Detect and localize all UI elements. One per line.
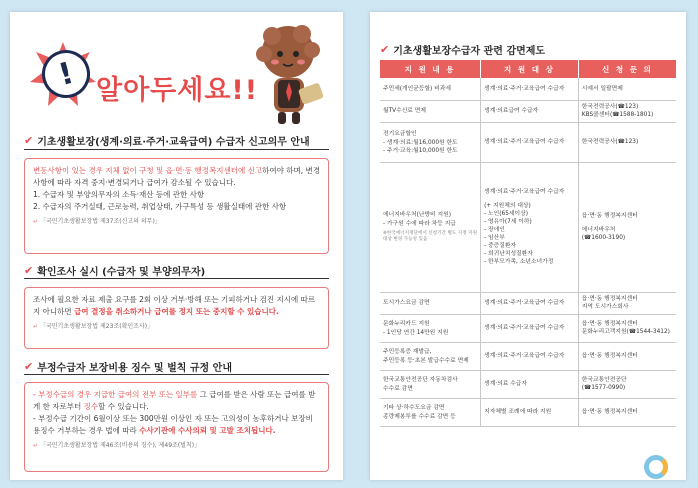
section-3-item-1-end: 할 수 있습니다. — [98, 402, 149, 411]
table-row — [380, 370, 676, 398]
table-title: 기초생활보장수급자 관련 감면제도 — [393, 46, 546, 57]
section-3-item-1-red2: 징수 — [83, 402, 99, 411]
cell-line: (☎1577-0990) — [581, 385, 626, 391]
left-page — [10, 12, 343, 480]
table-row — [380, 122, 676, 162]
cell-line: 전기요금할인 — [383, 130, 417, 137]
watermark-text: media — [548, 452, 644, 482]
cell-line: 읍·면·동 행정복지센터 — [581, 213, 638, 219]
cell-support-content — [380, 342, 481, 370]
divider — [24, 149, 329, 150]
cell-line: (+ 지원체의 대상) — [484, 203, 531, 209]
section-1-title: 기초생활보장(생계·의료·주거·교육급여) 수급자 신고의무 안내 — [37, 137, 310, 148]
cell-line: 한국교통안전공단 — [581, 377, 627, 383]
table-header-row — [380, 60, 676, 78]
section-3-note-text: 「국민기초생활보장법 제46조(비용의 징수), 제49조(벌칙)」 — [39, 442, 201, 449]
watermark-logo-icon — [644, 455, 668, 479]
cell-line: (☎1600-3190) — [581, 235, 626, 241]
checkmark-icon: ✔ — [24, 360, 34, 373]
cell-line: 한국교통안전공단 자동차검사 — [383, 376, 458, 383]
cell-line: - 영유아(7세 이하) — [484, 219, 532, 225]
cell-support-content — [380, 122, 481, 162]
note-arrow-icon: ↵ — [33, 323, 40, 330]
section-3-item-1-rest: 그 급여를 받은 사람 또는 급여를 받게 한 자로부터 — [33, 390, 316, 411]
section-1-heading — [24, 133, 310, 148]
hero-title: 알아두세요!! — [96, 75, 259, 106]
benefits-table — [380, 60, 676, 427]
section-2-body-text: 조사에 필요한 자료 제출 요구를 2회 이상 거부·방해 또는 기피하거나 검진 지시에 따르지 아니하면 — [33, 295, 316, 316]
exclamation-mark: ! — [54, 55, 78, 93]
cell-line: 기타 상·하수도요금 감면 — [383, 404, 445, 411]
table-row — [380, 78, 676, 100]
cell-line: 문화누리고객지원(☎1544-3412) — [581, 329, 670, 335]
cell-inquiry — [578, 314, 676, 342]
cell-line: 종량제봉투를 수수료 감면 등 — [383, 413, 456, 420]
table-row — [380, 342, 676, 370]
section-3-heading — [24, 359, 232, 374]
cell-inquiry — [578, 100, 676, 122]
cell-support-target — [481, 162, 579, 292]
cell-support-content — [380, 292, 481, 314]
cell-line: 생계·의료·주거·교육급여 수급자 — [484, 139, 565, 145]
cell-line: - 노인(65세이상) — [484, 211, 528, 217]
section-2-body — [33, 294, 320, 318]
cell-support-target — [481, 398, 579, 426]
cell-support-content — [380, 398, 481, 426]
cell-support-target — [481, 100, 579, 122]
cell-support-target — [481, 78, 579, 100]
header-support-target: 지 원 대 상 — [481, 60, 579, 78]
section-3-item-1-red: 부정수급의 경우 지급한 급여의 전부 또는 일부를 — [38, 390, 198, 399]
cell-support-target — [481, 122, 579, 162]
cell-inquiry — [578, 342, 676, 370]
table-heading — [380, 42, 545, 57]
cell-line: 읍·면·동 행정복지센터 — [581, 409, 638, 415]
cell-line: 한국전력공사(☎123) — [581, 104, 639, 110]
section-1-note — [33, 217, 320, 226]
section-3-item-1-prefix: - — [33, 390, 39, 399]
cell-line: 지자체별 조례에 따라 지원 — [484, 409, 552, 415]
cell-support-content — [380, 370, 481, 398]
section-3-note — [33, 441, 320, 450]
watermark — [549, 452, 688, 482]
cell-line: 주민세(개인균등할) 비과세 — [383, 85, 451, 92]
note-arrow-icon: ↵ — [33, 218, 40, 225]
table-row — [380, 398, 676, 426]
cell-line: 주민등록 등·초본 발급수수료 면제 — [383, 357, 469, 364]
section-3-item-2-text: - 부정수급 기간이 6월이상 또는 300만원 이상인 자 또는 고의성이 농후하거나 보장비용징수 거부하는 경우 법에 따라 — [33, 414, 313, 435]
cell-line: - 중증질환자 — [484, 243, 517, 249]
section-3-item-2 — [33, 413, 320, 437]
cell-line: - 임산부 — [484, 235, 505, 241]
cell-support-target — [481, 292, 579, 314]
cell-line: - 희귀난치성질환자 — [484, 251, 533, 257]
cell-inquiry — [578, 292, 676, 314]
section-3-box — [24, 382, 329, 472]
checkmark-icon: ✔ — [24, 264, 34, 277]
section-2-heading — [24, 263, 205, 278]
cell-line: 문화누리카드 지원 — [383, 320, 430, 327]
right-page — [370, 12, 686, 480]
cell-line: 월TV수신료 면제 — [383, 108, 426, 114]
section-3-title: 부정수급자 보장비용 징수 및 벌칙 규정 안내 — [37, 363, 232, 374]
cell-line: 에너지바우처 — [581, 227, 616, 233]
section-3-item-1 — [33, 389, 320, 413]
divider — [24, 278, 329, 279]
cell-inquiry — [578, 162, 676, 292]
cell-line: - 1인당 연간 14만원 지원 — [383, 329, 449, 336]
table-row — [380, 292, 676, 314]
cell-inquiry — [578, 122, 676, 162]
section-1-lead — [33, 165, 320, 189]
section-3-item-2-red: 수사기관에 수사의뢰 및 고발 조치됩니다. — [139, 426, 276, 435]
header-support-content: 지 원 내 용 — [380, 60, 481, 78]
section-2-body-red: 급여 결정을 취소하거나 급여를 정지 또는 중지할 수 있습니다. — [74, 307, 279, 316]
cell-line: 에너지바우처(난방비 지원) — [383, 212, 451, 218]
section-1-note-text: 「국민기초생활보장법 제37조(신고의 의무)」 — [39, 218, 161, 225]
cell-line: KBS콜센터(☎1588-1801) — [581, 112, 654, 118]
hero — [10, 12, 343, 130]
cell-line: 생계·의료·주거·교육급여 수급자 — [484, 325, 565, 331]
cell-line: 주민등록증 재발급, — [383, 348, 432, 355]
cell-line: - 한부모가족, 소년소녀가정 — [484, 259, 554, 265]
cell-inquiry — [578, 78, 676, 100]
table-row — [380, 314, 676, 342]
section-1-box — [24, 158, 329, 254]
note-arrow-icon: ↵ — [33, 442, 40, 449]
table-body — [380, 78, 676, 426]
checkmark-icon: ✔ — [24, 134, 34, 147]
table-row — [380, 162, 676, 292]
cell-line: 생계·의료·주거·교육급여 수급자 — [484, 189, 565, 195]
cell-line: 생계·의료급여 수급자 — [484, 108, 539, 114]
table-row — [380, 100, 676, 122]
section-2-box — [24, 287, 329, 349]
checkmark-icon: ✔ — [380, 43, 390, 56]
cell-line: 읍·면·동 행정복지센터 — [581, 321, 638, 327]
cell-line: - 장애인 — [484, 227, 505, 233]
section-1-item-2: 2. 수급자의 주거실태, 근로능력, 취업상태, 가구특성 등 생활실태에 관한 사항 — [33, 202, 287, 211]
cell-line: 지역 도시가스회사 — [581, 304, 629, 310]
cell-line: 생계·의료·주거·교육급여 수급자 — [484, 353, 565, 359]
section-1-item-1: 1. 수급자 및 부양의무자의 소득·재산 등에 관한 사항 — [33, 190, 205, 199]
cell-support-target — [481, 314, 579, 342]
cell-line: 한국전력공사(☎123) — [581, 139, 639, 145]
mascot-character-icon — [250, 22, 332, 127]
cell-support-target — [481, 342, 579, 370]
cell-line: 시예서 일괄면제 — [581, 85, 623, 92]
cell-line: 도시가스요금 감면 — [383, 300, 430, 306]
cell-inquiry — [578, 370, 676, 398]
cell-support-target — [481, 370, 579, 398]
cell-line: 읍·면·동 행정복지센터 — [581, 296, 638, 302]
cell-footnote: ※한국에너지재단에서 신청기간 별도 지정 지원대상 변경 가능성 있음 — [383, 231, 478, 242]
cell-line: 생계·의료·주거·교육급여 수급자 — [484, 300, 565, 306]
cell-line: - 생계·의료:월16,000원 한도 — [383, 139, 458, 146]
section-2-note — [33, 322, 320, 331]
cell-line: 읍·면·동 행정복지센터 — [581, 353, 638, 359]
cell-support-content — [380, 78, 481, 100]
section-1-lead-rest: 하여야 하며, 변경 사항에 따라 자격 중지·변경되거나 급여가 감소될 수 있습니다. — [33, 166, 320, 187]
watermark-text-end: n — [668, 452, 688, 482]
cell-line: 생계·의료 수급자 — [484, 381, 528, 387]
cell-line: - 주거·교육:월10,000원 한도 — [383, 147, 458, 154]
section-2-note-text: 「국민기초생활보장법 제23조(확인조사)」 — [39, 323, 154, 330]
divider — [24, 374, 329, 375]
header-inquiry: 신 청 문 의 — [578, 60, 676, 78]
cell-support-content — [380, 314, 481, 342]
cell-line: 생계·의료·주거·교육급여 수급자 — [484, 85, 565, 92]
cell-support-content — [380, 100, 481, 122]
cell-line: - 가구원 수에 따라 차등 지급 — [383, 221, 456, 227]
cell-inquiry — [578, 398, 676, 426]
section-2-title: 확인조사 실시 (수급자 및 부양의무자) — [37, 267, 206, 278]
cell-line: 수수료 감면 — [383, 385, 413, 392]
section-1-lead-red: 변동사항이 있는 경우 지체 없이 구청 및 읍·면·동 행정복지센터에 신고 — [33, 166, 263, 175]
cell-support-content — [380, 162, 481, 292]
